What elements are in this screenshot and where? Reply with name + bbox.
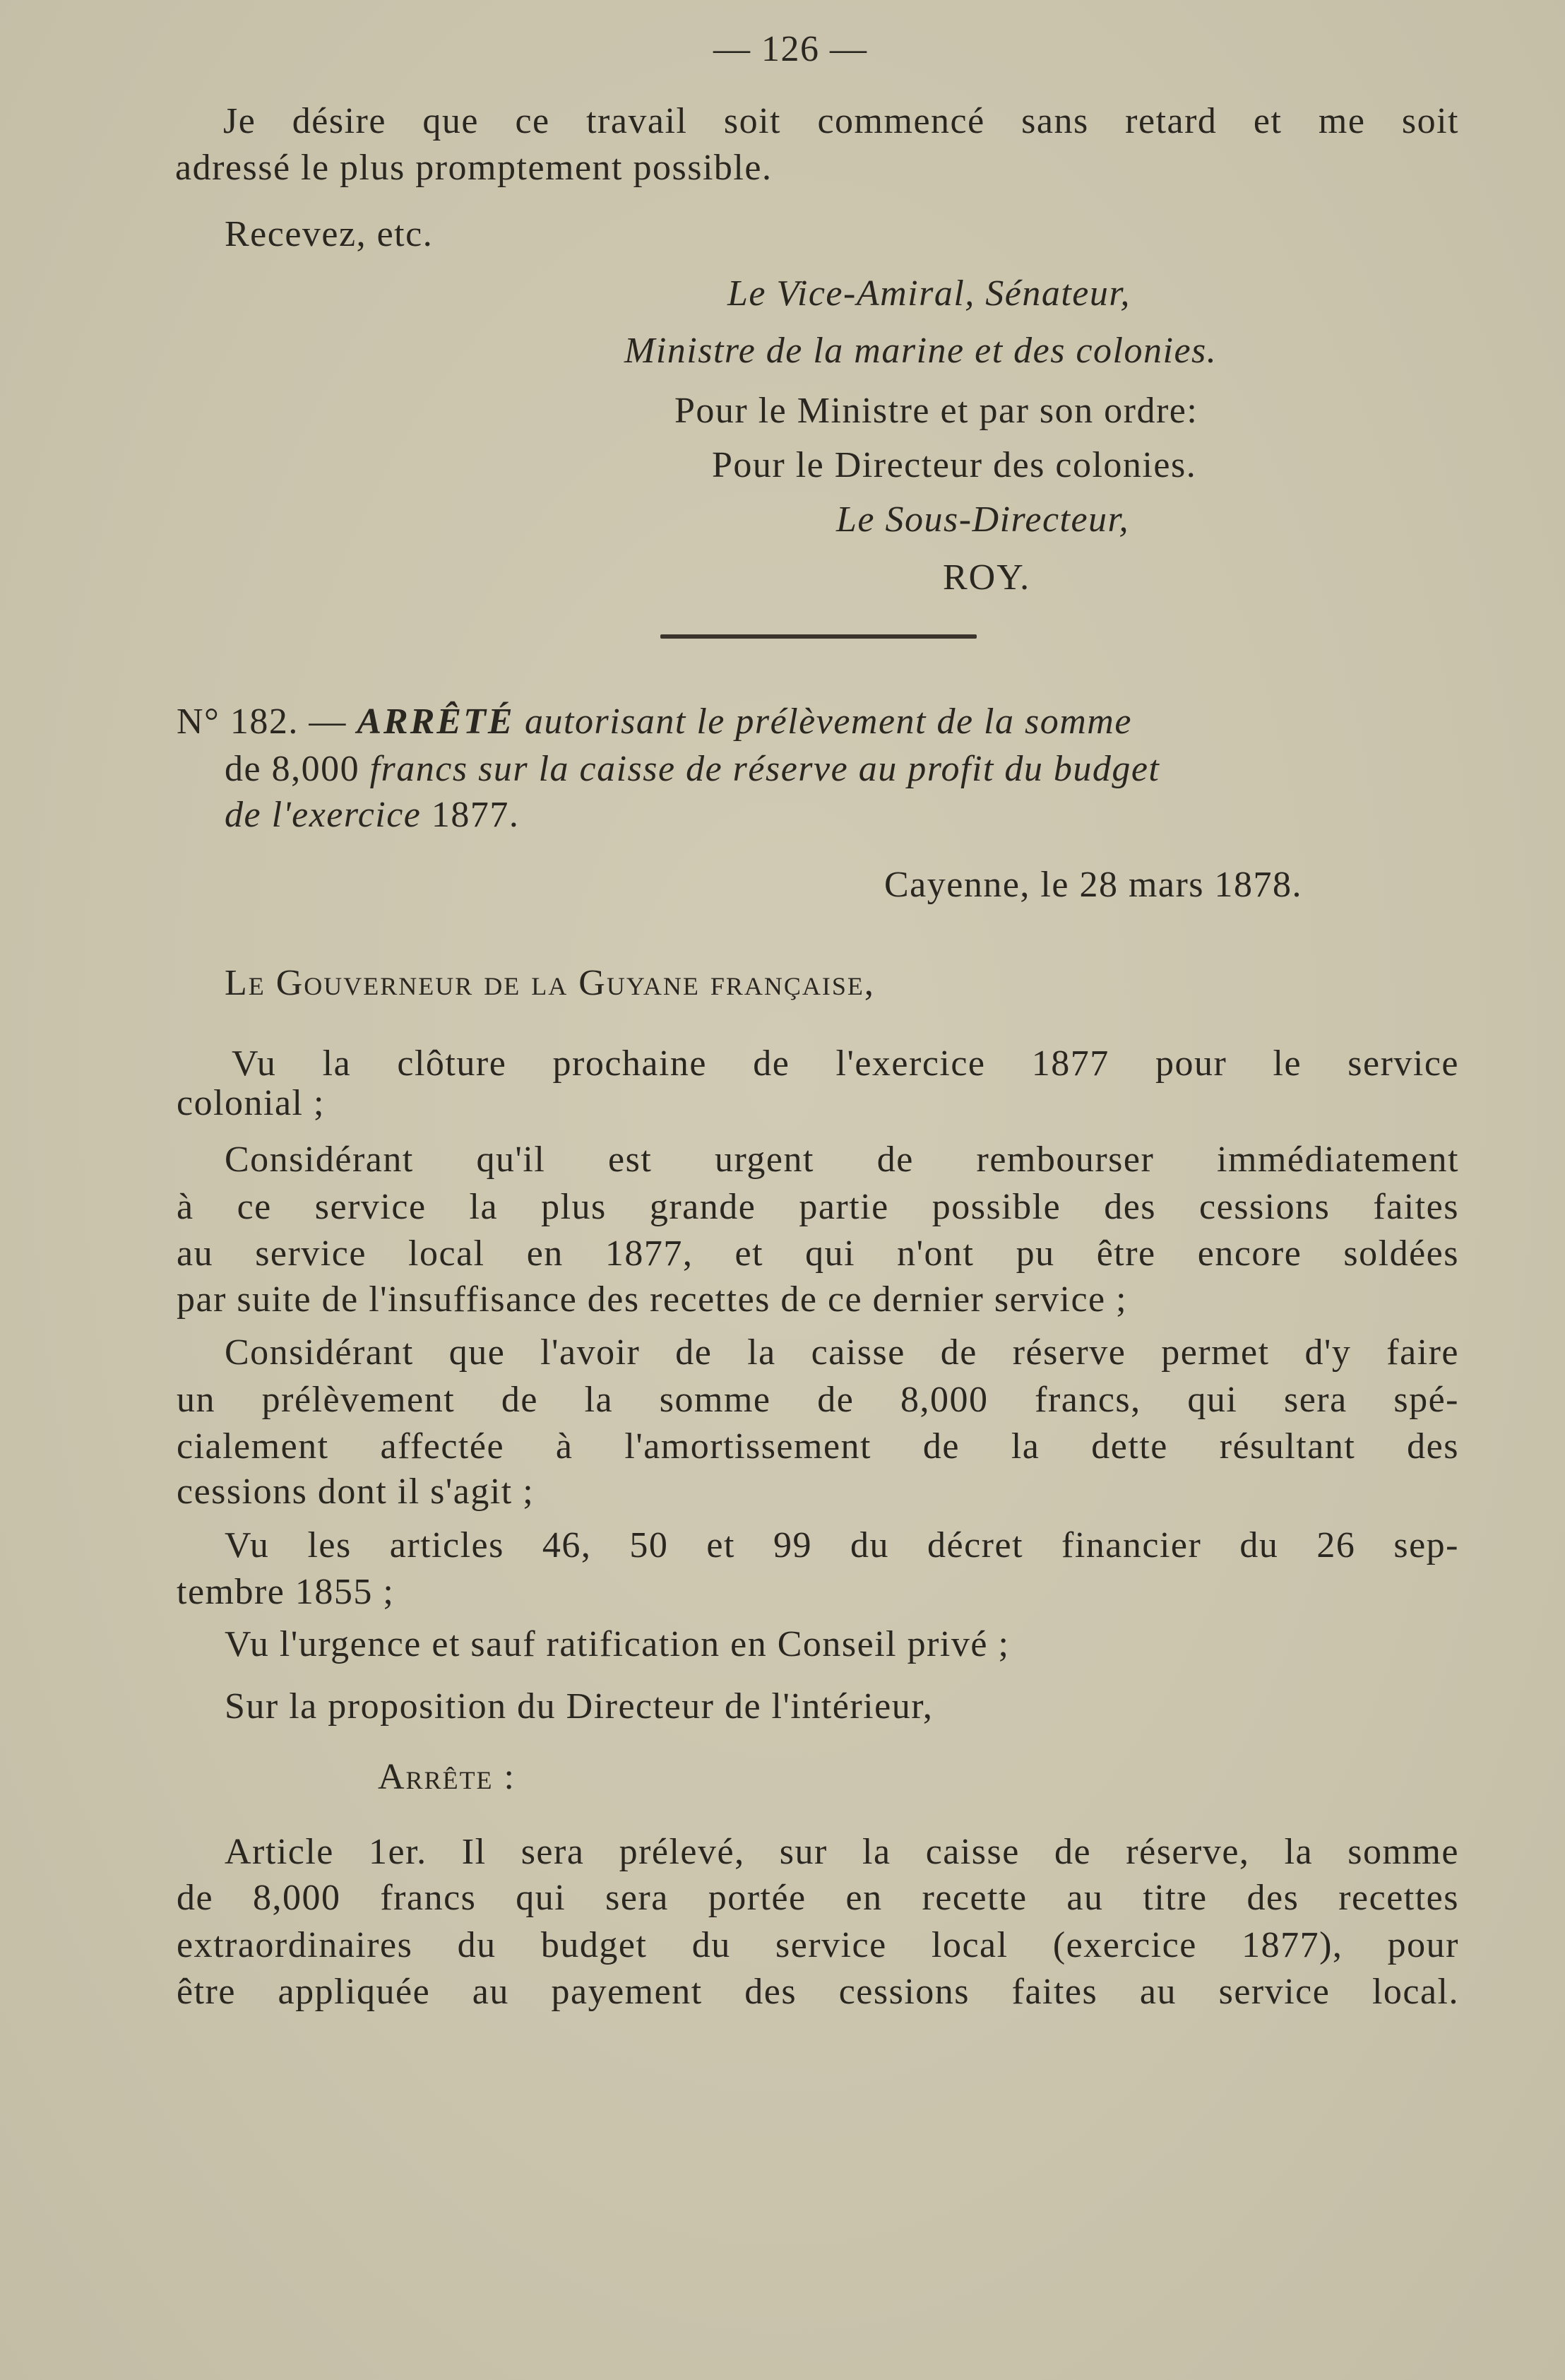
article-1-line-2: de 8,000 francs qui sera portée en recette au titre des recettes bbox=[177, 1878, 1459, 1918]
signature-sub-director: Le Sous-Directeur, bbox=[836, 499, 1130, 540]
signature-title: Le Vice-Amiral, Sénateur, bbox=[727, 273, 1131, 314]
intro-line-2: adressé le plus promptement possible. bbox=[175, 148, 773, 188]
arrete-heading-line-3 bbox=[225, 793, 519, 838]
signature-ministry: Ministre de la marine et des colonies. bbox=[624, 331, 1218, 371]
arrete-heading-line-1 bbox=[177, 699, 1459, 745]
considerant-2-line-3: cialement affectée à l'amortissement de la dette résultant des bbox=[177, 1426, 1459, 1467]
vu-cloture-line-2: colonial ; bbox=[177, 1083, 325, 1123]
arrete-label: Arrête : bbox=[378, 1757, 516, 1797]
considerant-1-line-2: à ce service la plus grande partie possible des cessions faites bbox=[177, 1187, 1459, 1227]
considerant-2-line-4: cessions dont il s'agit ; bbox=[177, 1472, 535, 1512]
vu-articles-line-2: tembre 1855 ; bbox=[177, 1572, 395, 1612]
place-date: Cayenne, le 28 mars 1878. bbox=[884, 865, 1303, 905]
proposition-line: Sur la proposition du Directeur de l'intérieur, bbox=[225, 1686, 934, 1727]
signature-director: Pour le Directeur des colonies. bbox=[712, 445, 1197, 485]
intro-line-1: Je désire que ce travail soit commencé sans retard et me soit bbox=[223, 101, 1459, 141]
page-number: — 126 — bbox=[713, 29, 868, 69]
considerant-1-line-3: au service local en 1877, et qui n'ont pu être encore soldées bbox=[177, 1233, 1459, 1274]
considerant-1-line-4: par suite de l'insuffisance des recettes de ce dernier service ; bbox=[177, 1279, 1128, 1320]
vu-cloture-line-1: Vu la clôture prochaine de l'exercice 1877 pour le service bbox=[232, 1043, 1459, 1084]
section-divider bbox=[660, 634, 977, 639]
signature-order: Pour le Ministre et par son ordre: bbox=[674, 391, 1198, 431]
arrete-exercise-year: 1877. bbox=[431, 795, 520, 835]
arrete-title: ARRÊTÉ bbox=[357, 701, 515, 742]
arrete-heading-line-2 bbox=[225, 747, 1160, 792]
governor-line: Le Gouverneur de la Guyane française, bbox=[225, 963, 875, 1003]
arrete-exercise-label: de l'exercice bbox=[225, 795, 422, 835]
arrete-amount: de 8,000 bbox=[225, 749, 360, 789]
arrete-heading-rest: autorisant le prélèvement de la somme bbox=[525, 701, 1132, 742]
arrete-heading-line-2-rest: francs sur la caisse de réserve au profit du budget bbox=[369, 749, 1160, 789]
closing-line: Recevez, etc. bbox=[225, 214, 434, 254]
vu-urgence-line: Vu l'urgence et sauf ratification en Conseil privé ; bbox=[225, 1624, 1010, 1664]
considerant-2-line-2: un prélèvement de la somme de 8,000 francs, qui sera spé- bbox=[177, 1380, 1459, 1420]
vu-articles-line-1: Vu les articles 46, 50 et 99 du décret financier du 26 sep- bbox=[225, 1525, 1459, 1565]
arrete-number: N° 182. — bbox=[177, 701, 347, 742]
considerant-1-line-1: Considérant qu'il est urgent de rembourser immédiatement bbox=[225, 1139, 1459, 1180]
article-1-line-4: être appliquée au payement des cessions faites au service local. bbox=[177, 1972, 1459, 2012]
signature-name: ROY. bbox=[943, 557, 1031, 598]
considerant-2-line-1: Considérant que l'avoir de la caisse de réserve permet d'y faire bbox=[225, 1332, 1459, 1373]
article-1-line-1: Article 1er. Il sera prélevé, sur la caisse de réserve, la somme bbox=[225, 1832, 1459, 1872]
article-1-line-3: extraordinaires du budget du service local (exercice 1877), pour bbox=[177, 1925, 1459, 1965]
